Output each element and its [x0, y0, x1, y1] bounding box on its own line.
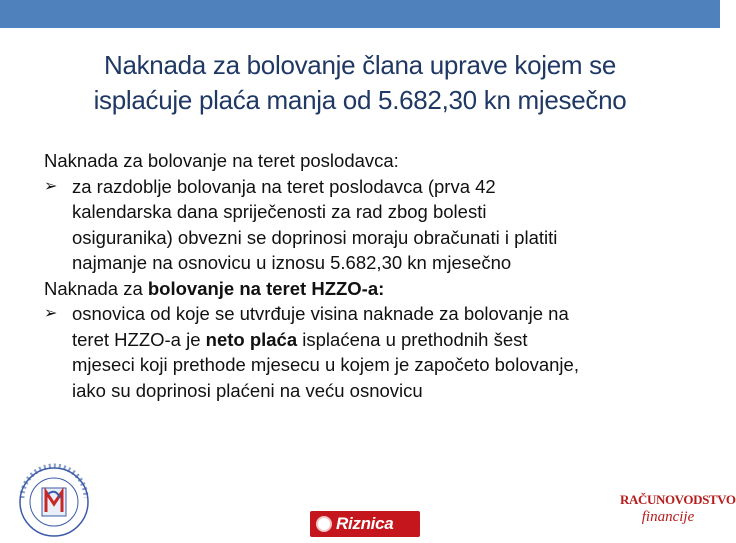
bullet-line: kalendarska dana spriječenosti za rad zbog bolesti — [72, 201, 487, 222]
paragraph-employer: Naknada za bolovanje na teret poslodavca: — [44, 150, 399, 171]
paragraph-hzzo-prefix: Naknada za — [44, 277, 148, 299]
bullet-line — [72, 327, 694, 353]
bullet-line: osiguranika) obvezni se doprinosi moraju obračunati i platiti — [72, 226, 558, 248]
slide-title — [40, 48, 680, 118]
bullet-line-prefix: teret HZZO-a je — [72, 328, 206, 350]
slide-body — [44, 148, 694, 403]
paragraph-hzzo-bold: bolovanje na teret HZZO-a: — [147, 277, 385, 299]
bullet-line: osnovica od koje se utvrđuje visina naknade za bolovanje na — [72, 303, 569, 324]
racunovodstvo-financije-logo — [620, 492, 736, 538]
neto-placa-bold: neto plaća — [205, 328, 298, 350]
bullet-line: za razdoblje bolovanja na teret poslodavca (prva 42 — [72, 175, 496, 197]
bullet-employer — [44, 174, 694, 276]
riznica-logo — [310, 511, 420, 537]
top-accent-bar — [0, 0, 720, 28]
title-line-2: isplaćuje plaća manja od 5.682,30 kn mjesečno — [93, 85, 627, 115]
riznica-seal-icon — [316, 516, 332, 532]
bullet-line-suffix: isplaćena u prethodnih šest — [297, 328, 528, 350]
association-seal-logo — [8, 458, 104, 538]
bullet-line: mjeseci koji prethode mjesecu u kojem je započeto bolovanje, — [72, 354, 579, 375]
bullet-line: iako su doprinosi plaćeni na veću osnovicu — [72, 379, 423, 401]
arrow-bullet-icon: ➢ — [44, 177, 58, 195]
logo-racunovodstvo-text: RAČUNOVODSTVO — [620, 492, 736, 507]
title-line-1: Naknada za bolovanje člana uprave kojem se — [103, 50, 617, 80]
riznica-logo-text: Riznica — [336, 514, 394, 533]
paragraph-hzzo — [44, 276, 694, 302]
logo-financije-text: financije — [641, 509, 695, 525]
arrow-bullet-icon: ➢ — [44, 305, 58, 322]
bullet-hzzo — [44, 301, 694, 403]
bullet-line: najmanje na osnovicu u iznosu 5.682,30 kn mjesečno — [72, 252, 512, 273]
seal-logo-graphic — [8, 458, 104, 538]
